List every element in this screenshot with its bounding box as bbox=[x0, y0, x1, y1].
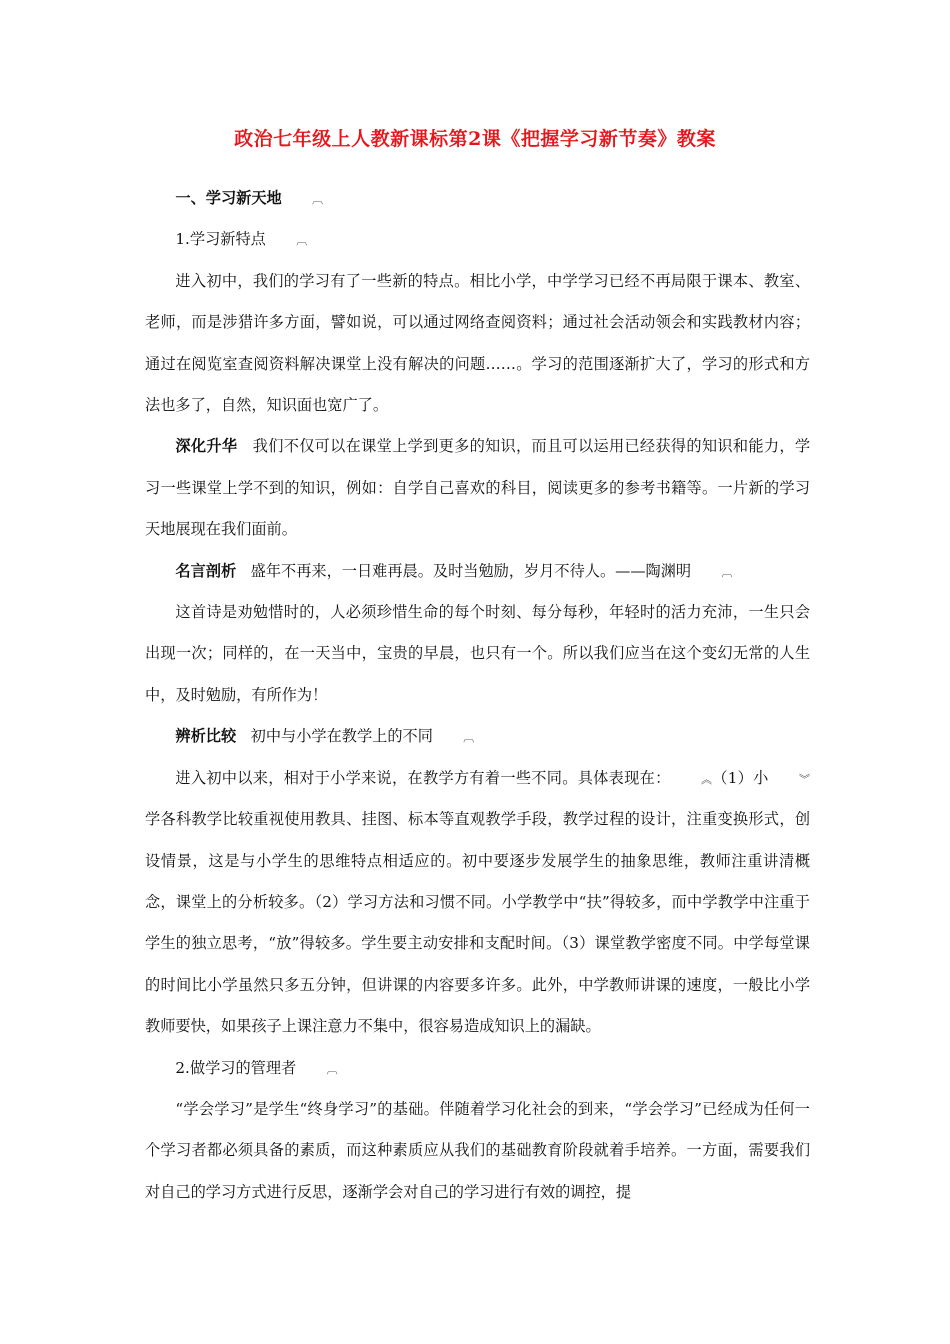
subsection-heading bbox=[145, 219, 810, 260]
paragraph: 这首诗是劝勉惜时的，人必须珍惜生命的每个时刻、每分每秒，年轻时的活力充沛，一生只会出现一次；同样的，在一天当中，宝贵的早晨，也只有一个。所以我们应当在这个变幻无常的人生中，及时勉励，有所作为！ bbox=[145, 603, 810, 704]
inline-label: 深化升华 bbox=[175, 437, 238, 456]
paragraph bbox=[145, 426, 810, 550]
inline-label: 辨析比较 bbox=[175, 727, 237, 746]
paragraph bbox=[145, 716, 810, 757]
paragraph-text: 进入初中以来，相对于小学来说，在教学方有着一些不同。具体表现在： bbox=[175, 768, 671, 787]
paragraph bbox=[145, 551, 810, 592]
document-title: 政治七年级上人教新课标第2课《把握学习新节奏》教案 bbox=[234, 128, 716, 150]
paragraph-text: （1）小 bbox=[711, 768, 769, 787]
paragraph: “学会学习”是学生“终身学习”的基础。伴随着学习化社会的到来，“学会学习”已经成为任何一个学习者都必须具备的素质，而这种素质应从我们的基础教育阶段就着手培养。一方面，需要我们对自己的学习方式进行反思，逐渐学会对自己的学习进行有效的调控，提 bbox=[145, 1099, 810, 1201]
inline-label: 名言剖析 bbox=[175, 561, 237, 580]
section-heading-text: 一、学习新天地 bbox=[175, 189, 282, 207]
bracket-mark-icon: ︹ bbox=[326, 1062, 338, 1076]
subsection-heading bbox=[145, 1048, 810, 1089]
bracket-mark-icon: ︹ bbox=[463, 731, 475, 745]
subsection-heading-text: 1.学习新特点 bbox=[175, 230, 266, 249]
section-heading bbox=[145, 178, 810, 219]
bracket-mark-icon: ︹ bbox=[296, 234, 308, 248]
paragraph bbox=[145, 758, 810, 1048]
paragraph: 进入初中，我们的学习有了一些新的特点。相比小学，中学学习已经不再局限于课本、教室、老师，而是涉猎许多方面，譬如说，可以通过网络查阅资料；通过社会活动领会和实践教材内容；通过在阅览室查阅资料解决课堂上没有解决的问题……。学习的范围逐渐扩大了，学习的形式和方法也多了，自然，知识面也宽广了。 bbox=[145, 271, 810, 415]
bracket-mark-icon: ︹ bbox=[721, 565, 733, 579]
paragraph-text: 学各科教学比较重视使用教具、挂图、标本等直观教学手段，教学过程的设计，注重变换形式，创设情景，这是与小学生的思维特点相适应的。初中要逐步发展学生的抽象思维，教师注重讲清概念，课堂上的分析较多。（2）学习方法和习惯不同。小学教学中“扶”得较多，而中学教学中注重于学生的独立思考，“放”得较多。学生要主动安排和支配时间。（3）课堂教学密度不同。中学每堂课的时间比小学虽然只多五分钟，但讲课的内容要多许多。此外，中学教师讲课的速度，一般比小学教师要快，如果孩子上课注意力不集中，很容易造成知识上的漏缺。 bbox=[145, 810, 810, 1036]
double-up-mark-icon: ︽ bbox=[700, 772, 712, 786]
quote-text: 盛年不再来，一日难再晨。及时当勉励，岁月不待人。——陶渊明 bbox=[250, 561, 692, 580]
paragraph-text: 初中与小学在教学上的不同 bbox=[250, 727, 433, 746]
double-down-mark-icon: ︾ bbox=[799, 772, 811, 786]
bracket-mark-icon: ︹ bbox=[312, 193, 324, 206]
subsection-heading-text: 2.做学习的管理者 bbox=[175, 1058, 297, 1077]
document-body bbox=[145, 178, 810, 1213]
paragraph-text: 我们不仅可以在课堂上学到更多的知识，而且可以运用已经获得的知识和能力，学习一些课堂上学不到的知识，例如：自学自己喜欢的科目，阅读更多的参考书籍等。一片新的学习天地展现在我们面前。 bbox=[145, 437, 811, 539]
